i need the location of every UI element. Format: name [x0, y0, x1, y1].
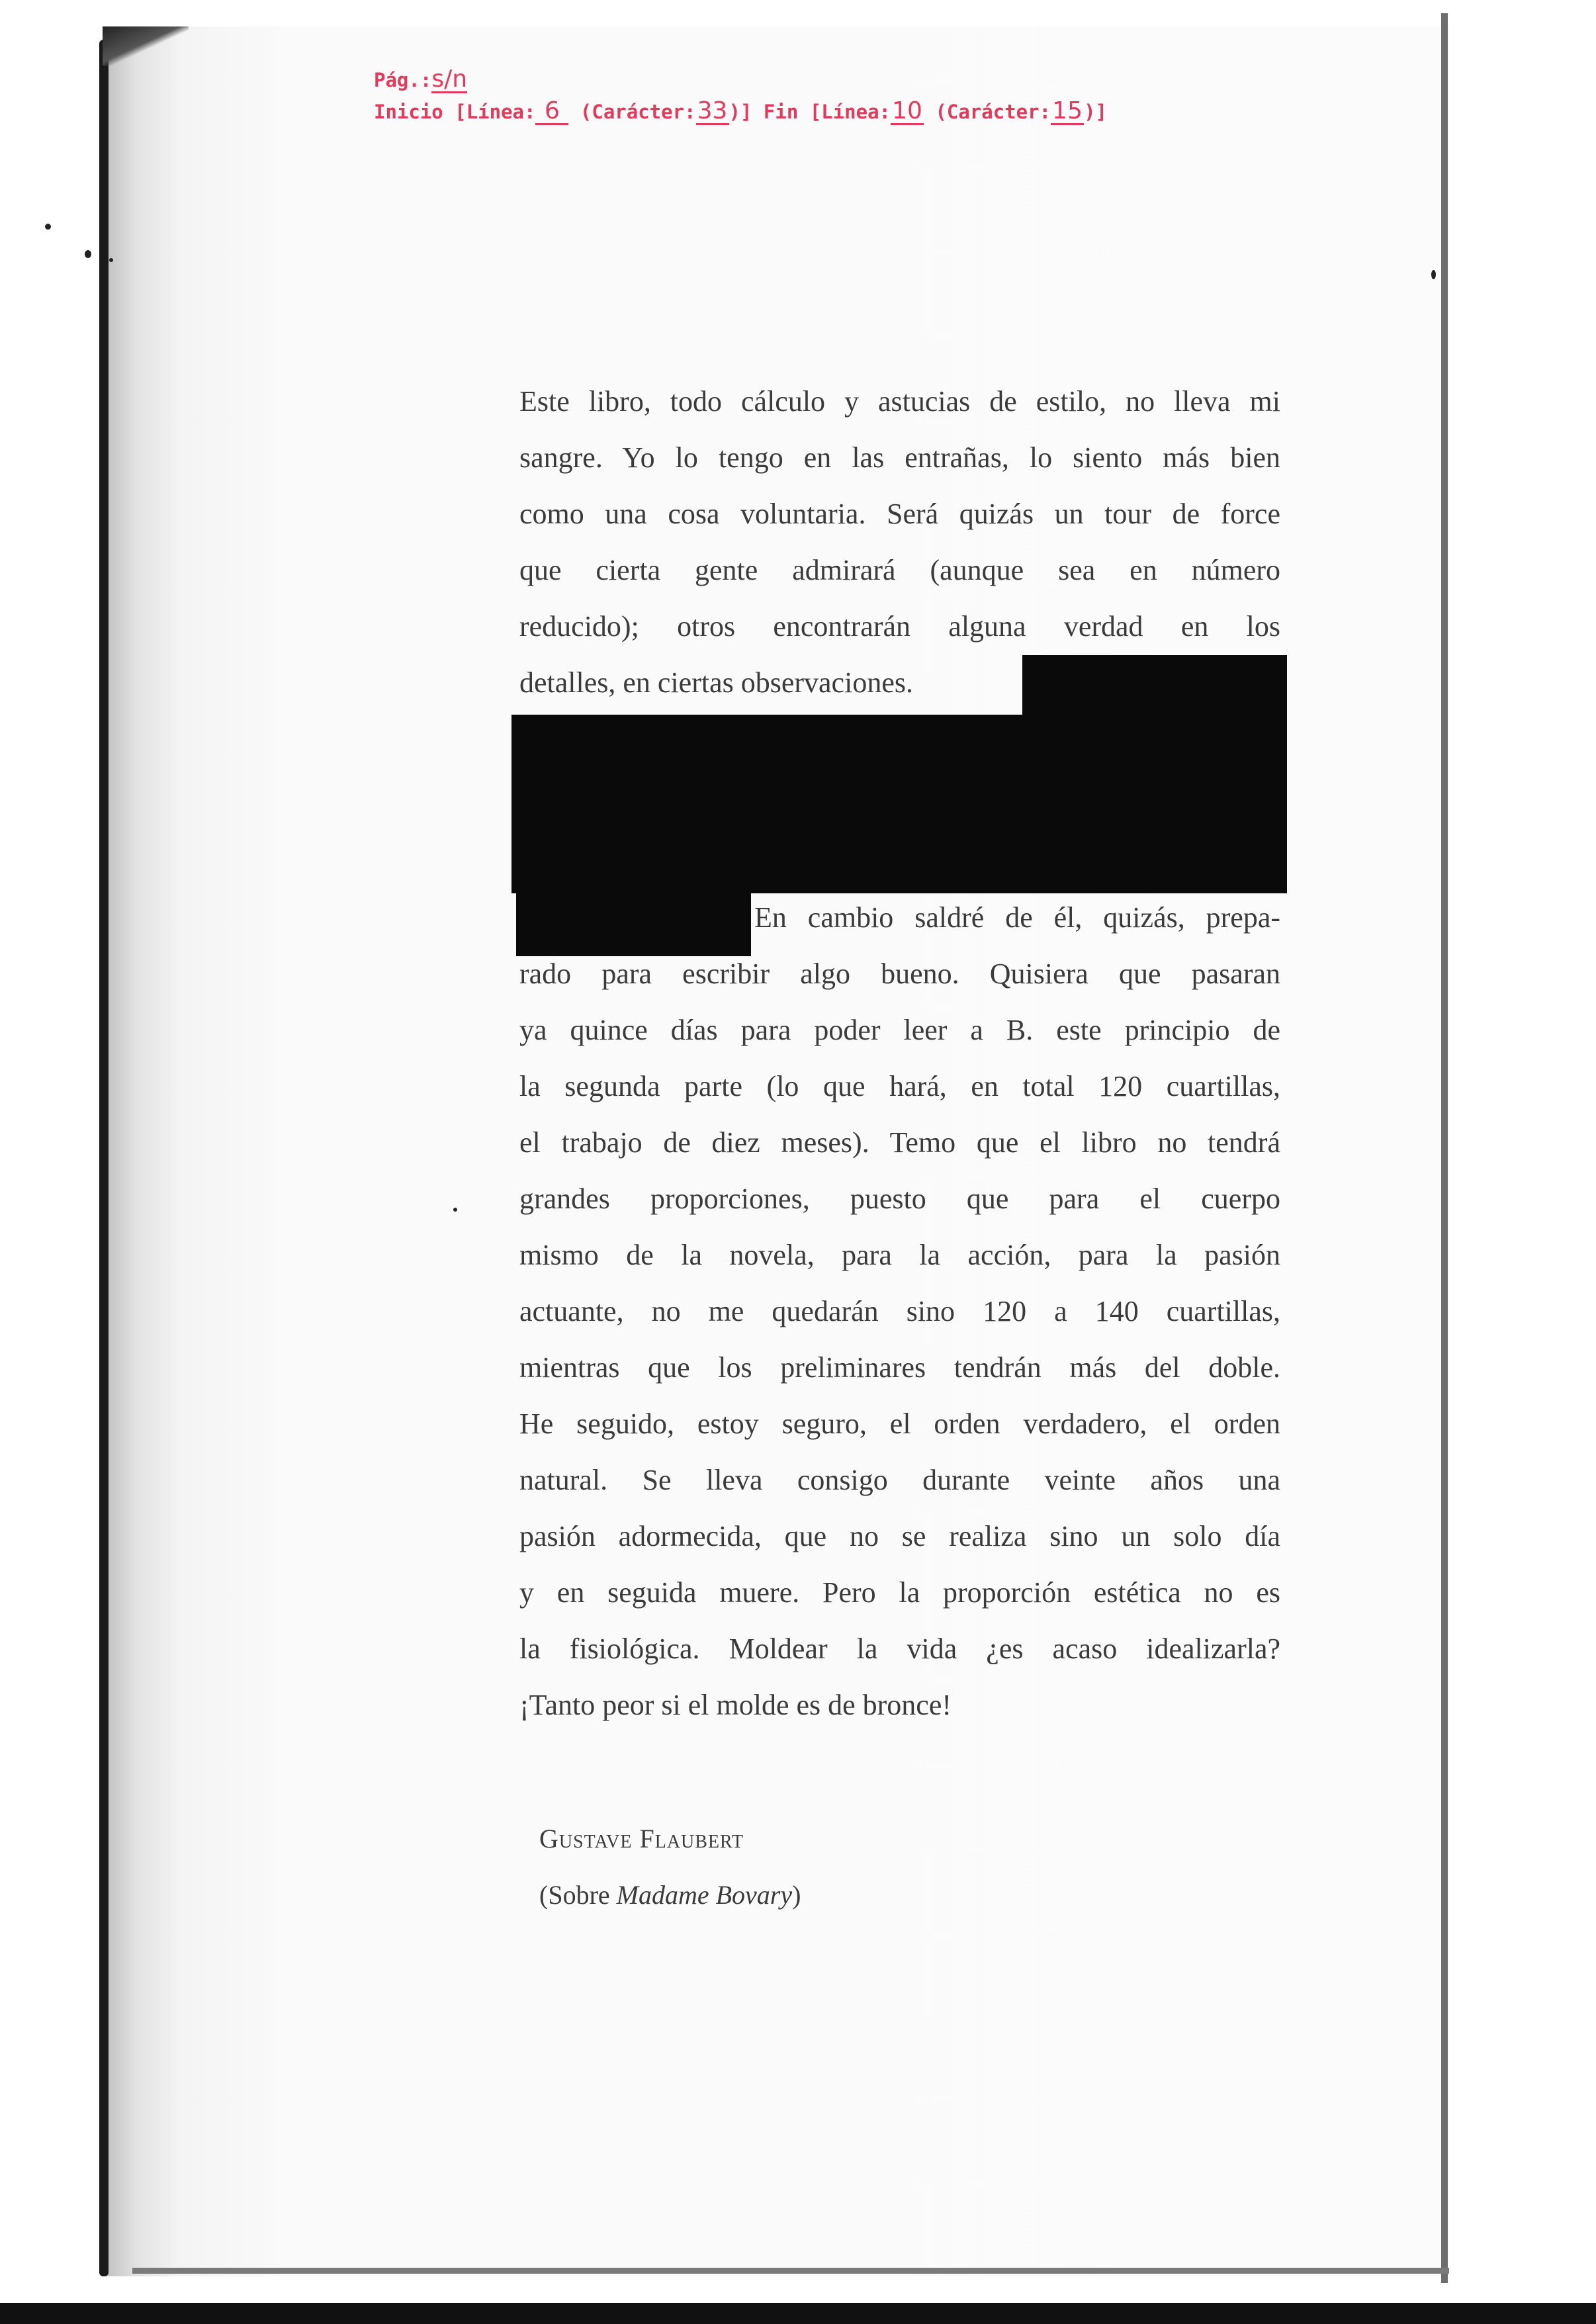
- signature-source: [539, 1879, 801, 1910]
- redaction-block: [511, 715, 1287, 893]
- redaction-block: [516, 890, 751, 956]
- stamp-end-label: Fin: [763, 101, 799, 123]
- stamp-close: )]: [1084, 101, 1107, 123]
- text-line: la fisiológica. Moldear la vida ¿es acaso idealizarla?: [519, 1632, 1280, 1665]
- text-line: actuante, no me quedarán sino 120 a 140 cuartillas,: [519, 1295, 1280, 1327]
- stamp-char-label: (Carácter:: [580, 101, 696, 123]
- page-bottom-edge: [132, 2268, 1449, 2274]
- text-line: grandes proporciones, puesto que para el cuerpo: [519, 1183, 1280, 1215]
- text-line: la segunda parte (lo que hará, en total 120 cuartillas,: [519, 1070, 1280, 1102]
- text-line: que cierta gente admirará (aunque sea en número: [519, 554, 1280, 586]
- text-line: mismo de la novela, para la acción, para la pasión: [519, 1239, 1280, 1271]
- stamp-start-line: 6: [535, 99, 568, 125]
- text-line: He seguido, estoy seguro, el orden verdadero, el orden: [519, 1408, 1280, 1440]
- source-title: Madame Bovary: [616, 1880, 793, 1910]
- stamp-start-label: Inicio: [374, 101, 443, 123]
- text-line: ¡Tanto peor si el molde es de bronce!: [519, 1689, 952, 1721]
- page-corner-shadow: [103, 26, 189, 66]
- stamp-page-value: s/n: [431, 66, 468, 93]
- source-open: (Sobre: [539, 1880, 617, 1910]
- stamp-page-line: [374, 67, 467, 93]
- scan-speck: [45, 224, 51, 230]
- text-line: detalles, en ciertas observaciones.: [519, 666, 913, 699]
- scanner-bottom-bar: [0, 2303, 1596, 2324]
- text-line: natural. Se lleva consigo durante veinte años una: [519, 1464, 1280, 1496]
- stamp-line-label: [Línea:: [809, 101, 891, 123]
- text-line: rado para escribir algo bueno. Quisiera que pasaran: [519, 958, 1280, 990]
- stamp-end-char: 15: [1051, 99, 1084, 125]
- page-right-edge: [1441, 13, 1448, 2283]
- source-close: ): [792, 1880, 801, 1910]
- text-line: reducido); otros encontrarán alguna verdad en los: [519, 610, 1280, 643]
- signature-author: [539, 1823, 744, 1854]
- book-spine-shadow: [99, 40, 109, 2276]
- stamp-end-line: 10: [891, 99, 924, 125]
- stamp-close: )]: [729, 101, 752, 123]
- text-line: ya quince días para poder leer a B. este principio de: [519, 1014, 1280, 1046]
- text-line: pasión adormecida, que no se realiza sino un solo día: [519, 1520, 1280, 1552]
- text-line: mientras que los preliminares tendrán más del doble.: [519, 1351, 1280, 1384]
- scan-speck: [453, 1208, 457, 1212]
- text-line: sangre. Yo lo tengo en las entrañas, lo siento más bien: [519, 441, 1280, 474]
- text-line: Este libro, todo cálculo y astucias de estilo, no lleva mi: [519, 385, 1280, 418]
- stamp-page-label: Pág.:: [374, 69, 432, 91]
- author-name: Gustave Flaubert: [539, 1824, 744, 1854]
- text-line: el trabajo de diez meses). Temo que el libro no tendrá: [519, 1126, 1280, 1159]
- stamp-range-line: [374, 99, 1107, 125]
- text-line: En cambio saldré de él, quizás, prepa-: [754, 901, 1280, 934]
- redaction-block: [1022, 655, 1287, 715]
- text-line: como una cosa voluntaria. Será quizás un tour de force: [519, 498, 1280, 530]
- stamp-char-label: (Carácter:: [935, 101, 1051, 123]
- text-line: y en seguida muere. Pero la proporción estética no es: [519, 1576, 1280, 1609]
- scan-speck: [85, 250, 91, 258]
- scan-speck: [1431, 270, 1436, 279]
- stamp-line-label: [Línea:: [455, 101, 536, 123]
- stamp-start-char: 33: [696, 99, 729, 125]
- scan-speck: [109, 258, 113, 262]
